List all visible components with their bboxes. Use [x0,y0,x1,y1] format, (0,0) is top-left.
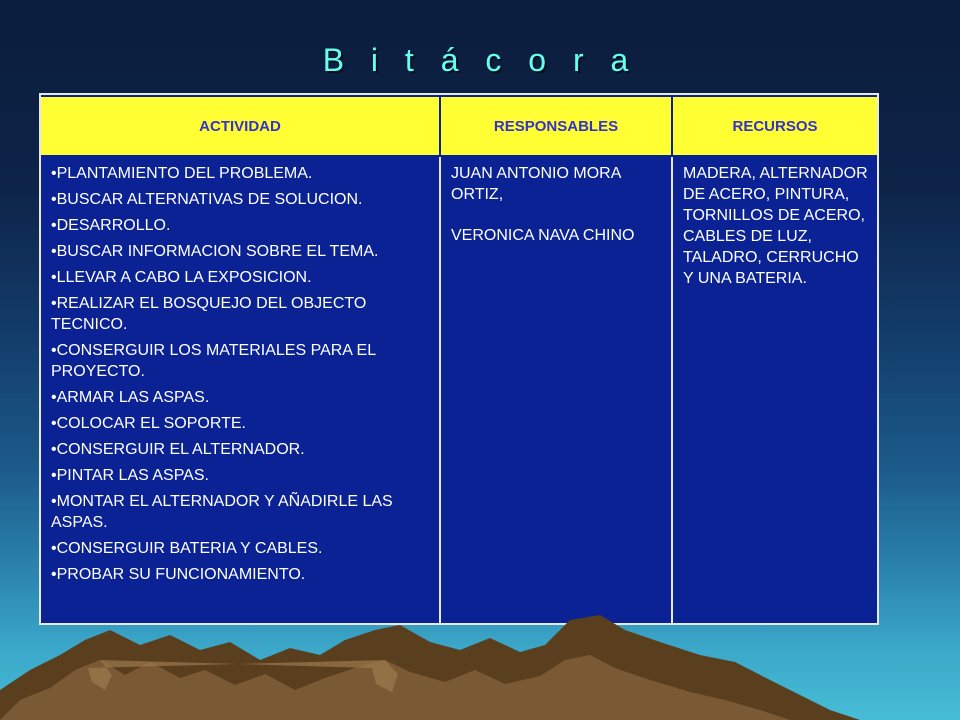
responsables-cell [440,156,672,623]
list-item: • BUSCAR ALTERNATIVAS DE SOLUCION. [51,189,431,210]
list-item: • MONTAR EL ALTERNADOR Y AÑADIRLE LAS ASPAS. [51,491,431,533]
responsable-name: JUAN ANTONIO MORA ORTIZ, [451,165,621,203]
recursos-cell: MADERA, ALTERNADOR DE ACERO, PINTURA, TORNILLOS DE ACERO, CABLES DE LUZ, TALADRO, CERRUCHO Y UNA BATERIA. [672,156,877,623]
list-item: • DESARROLLO. [51,215,431,236]
responsable-name: VERONICA NAVA CHINO [451,227,635,244]
header-responsables: RESPONSABLES [440,96,672,156]
page-title: B i t á c o r a [322,42,638,78]
list-item: • PROBAR SU FUNCIONAMIENTO. [51,564,431,585]
actividad-cell [41,156,440,623]
list-item: • CONSERGUIR LOS MATERIALES PARA EL PROYECTO. [51,340,431,382]
list-item: • LLEVAR A CABO LA EXPOSICION. [51,267,431,288]
table-header-row [41,96,877,156]
list-item: • PINTAR LAS ASPAS. [51,465,431,486]
list-item: • REALIZAR EL BOSQUEJO DEL OBJECTO TECNICO. [51,293,431,335]
header-recursos: RECURSOS [672,96,877,156]
bitacora-table [39,93,879,625]
actividad-list [51,163,431,585]
list-item: • COLOCAR EL SOPORTE. [51,413,431,434]
mountains-decoration [0,600,960,720]
table-row [41,156,877,623]
header-actividad: ACTIVIDAD [41,96,440,156]
list-item: • CONSERGUIR EL ALTERNADOR. [51,439,431,460]
list-item: • ARMAR LAS ASPAS. [51,387,431,408]
list-item: • BUSCAR INFORMACION SOBRE EL TEMA. [51,241,431,262]
list-item: • PLANTAMIENTO DEL PROBLEMA. [51,163,431,184]
list-item: • CONSERGUIR BATERIA Y CABLES. [51,538,431,559]
